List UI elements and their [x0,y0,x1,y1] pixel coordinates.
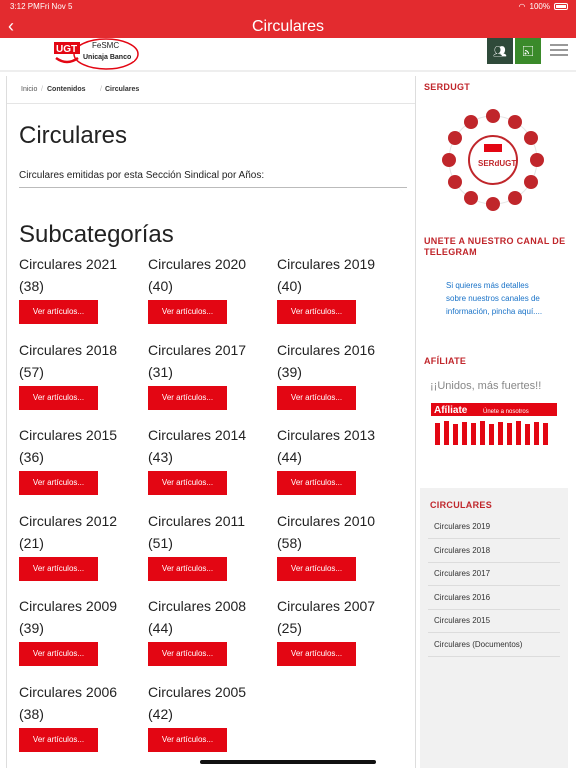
subcategory-name[interactable]: Circulares 2021 [19,256,118,272]
subcategory-item [277,513,402,581]
subcategory-count: (42) [148,705,173,722]
subcategory-count: (44) [148,620,173,636]
subcategory-name[interactable]: Circulares 2011 [148,512,246,529]
home-indicator [200,760,376,764]
subcategory-item [148,427,273,495]
subcategory-name[interactable]: Circulares 2013 [277,427,376,443]
hamburger-menu-icon[interactable] [550,44,568,59]
circulares-sidebar-divider [428,538,560,539]
ugt-logo[interactable] [52,38,140,70]
ver-articulos-button[interactable]: Ver artículos... [148,728,227,752]
ver-articulos-button[interactable]: Ver artículos... [148,300,227,324]
ver-articulos-button[interactable]: Ver artículos... [19,300,98,324]
afiliate-banner[interactable] [431,403,557,449]
subcategory-count: (58) [277,534,302,551]
ver-articulos-button[interactable]: Ver artículos... [19,728,98,752]
users-button[interactable] [487,38,513,64]
status-right [519,2,568,11]
subcategory-name[interactable]: Circulares 2018 [19,341,118,358]
subcategory-name[interactable]: Circulares 2010 [277,512,376,529]
breadcrumb-contenidos[interactable]: Contenidos [47,86,86,93]
circulares-sidebar-divider [428,562,560,563]
ver-articulos-button[interactable]: Ver artículos... [148,386,227,410]
subcategory-count: (40) [277,278,302,294]
content-divider [19,187,407,188]
subcategory-item [277,598,402,666]
circulares-sidebar-box [420,488,568,768]
subcategory-item [19,342,144,410]
afiliate-banner-sub: Únete a nosotros [483,409,529,415]
ver-articulos-button[interactable]: Ver artículos... [148,471,227,495]
subcategory-item [19,513,144,581]
telegram-link[interactable]: Si quieres más detalles sobre nuestros canales de información, pincha aquí.... [446,281,543,316]
afiliate-slogan: ¡¡Unidos, más fuertes!! [430,380,542,392]
afiliate-heading: AFÍLIATE [424,356,467,366]
serdugt-logo-text: SERdUGT [478,159,517,168]
breadcrumb [7,76,415,104]
subcategory-name[interactable]: Circulares 2020 [148,256,247,272]
subcategory-count: (31) [148,363,173,380]
status-time: 3:12 PM [10,2,40,11]
users-icon: 👥︎ [493,45,507,58]
circulares-sidebar-link[interactable]: Circulares 2016 [434,592,491,602]
subcategory-name[interactable]: Circulares 2016 [277,341,376,358]
logo-unicaja-text: Unicaja Banco [83,54,132,61]
logo-fesmc-text: FeSMC [92,41,120,50]
subcategory-name[interactable]: Circulares 2019 [277,256,376,272]
subcategory-count: (21) [19,534,44,551]
subcategories-title: Subcategorías [19,221,174,248]
circulares-sidebar-divider [428,632,560,633]
main-content [6,76,416,768]
subcategory-name[interactable]: Circulares 2015 [19,427,118,443]
subcategory-name[interactable]: Circulares 2006 [19,683,118,700]
subcategory-count: (38) [19,705,44,722]
subcategory-item [148,342,273,410]
subcategory-count: (36) [19,449,44,465]
subcategory-item [277,256,402,324]
ver-articulos-button[interactable]: Ver artículos... [277,300,356,324]
ver-articulos-button[interactable]: Ver artículos... [19,386,98,410]
breadcrumb-separator: / [100,86,102,93]
circulares-sidebar-link[interactable]: Circulares 2015 [434,616,491,625]
circulares-sidebar-divider [428,609,560,610]
subcategory-count: (38) [19,278,44,294]
subcategory-name[interactable]: Circulares 2008 [148,598,247,614]
ver-articulos-button[interactable]: Ver artículos... [148,642,227,666]
status-bar [0,0,576,14]
circulares-sidebar-link[interactable]: Circulares (Documentos) [434,639,523,649]
subcategory-name[interactable]: Circulares 2017 [148,341,247,358]
subcategory-name[interactable]: Circulares 2005 [148,683,247,700]
subcategory-item [148,684,273,752]
subcategory-name[interactable]: Circulares 2014 [148,427,247,443]
ver-articulos-button[interactable]: Ver artículos... [277,386,356,410]
subcategory-count: (39) [277,363,302,380]
circulares-sidebar-link[interactable]: Circulares 2018 [434,545,491,555]
page-title: Circulares [19,122,128,149]
rss-button[interactable] [515,38,541,64]
serdugt-heading: SERDUGT [424,82,471,92]
subcategory-count: (44) [277,449,302,465]
breadcrumb-separator: / [41,86,43,93]
chevron-left-icon[interactable]: ‹ [8,16,14,36]
battery-text: 100% [529,2,550,11]
telegram-heading: UNETE A NUESTRO CANAL DE TELEGRAM [424,236,566,257]
circulares-sidebar-link[interactable]: Circulares 2017 [434,569,491,578]
ver-articulos-button[interactable]: Ver artículos... [19,471,98,495]
logo-ugt-text: UGT [56,44,78,55]
ver-articulos-button[interactable]: Ver artículos... [19,557,98,581]
battery-icon [554,3,568,10]
nav-bar [0,14,576,38]
subcategory-count: (40) [148,278,173,294]
breadcrumb-home[interactable]: Inicio [21,86,38,93]
subcategory-item [148,256,273,324]
subcategory-item [148,513,273,581]
subcategory-name[interactable]: Circulares 2012 [19,512,118,529]
site-header [0,38,576,70]
ver-articulos-button[interactable]: Ver artículos... [277,471,356,495]
subcategory-item [19,256,144,324]
ver-articulos-button[interactable]: Ver artículos... [148,557,227,581]
subcategory-item [148,598,273,666]
circulares-sidebar-divider [428,585,560,586]
ver-articulos-button[interactable]: Ver artículos... [277,642,356,666]
subcategory-count: (25) [277,620,302,636]
subcategory-item [19,427,144,495]
afiliate-banner-title: Afíliate [434,405,468,416]
nav-title: Circulares [251,18,324,35]
circulares-sidebar-divider [428,656,560,657]
subcategory-count: (39) [19,620,44,636]
subcategory-item [277,427,402,495]
serdugt-logo[interactable] [432,104,554,216]
subcategory-count: (43) [148,449,173,465]
wifi-icon: ◠ [518,2,526,11]
subcategory-count: (57) [19,363,44,380]
circulares-sidebar-heading: CIRCULARES [430,500,493,510]
subcategory-name[interactable]: Circulares 2007 [277,598,376,614]
page-intro: Circulares emitidas por esta Sección Sindical por Años: [19,170,265,181]
subcategory-name[interactable]: Circulares 2009 [19,598,118,614]
status-date: Fri Nov 5 [40,2,73,11]
subcategory-item [277,342,402,410]
ver-articulos-button[interactable]: Ver artículos... [19,642,98,666]
subcategory-count: (51) [148,534,173,551]
circulares-sidebar-link[interactable]: Circulares 2019 [434,522,491,531]
breadcrumb-circulares: Circulares [105,86,140,93]
header-divider [0,70,576,72]
rss-icon [523,46,533,56]
ver-articulos-button[interactable]: Ver artículos... [277,557,356,581]
subcategory-item [19,684,144,752]
subcategory-item [19,598,144,666]
